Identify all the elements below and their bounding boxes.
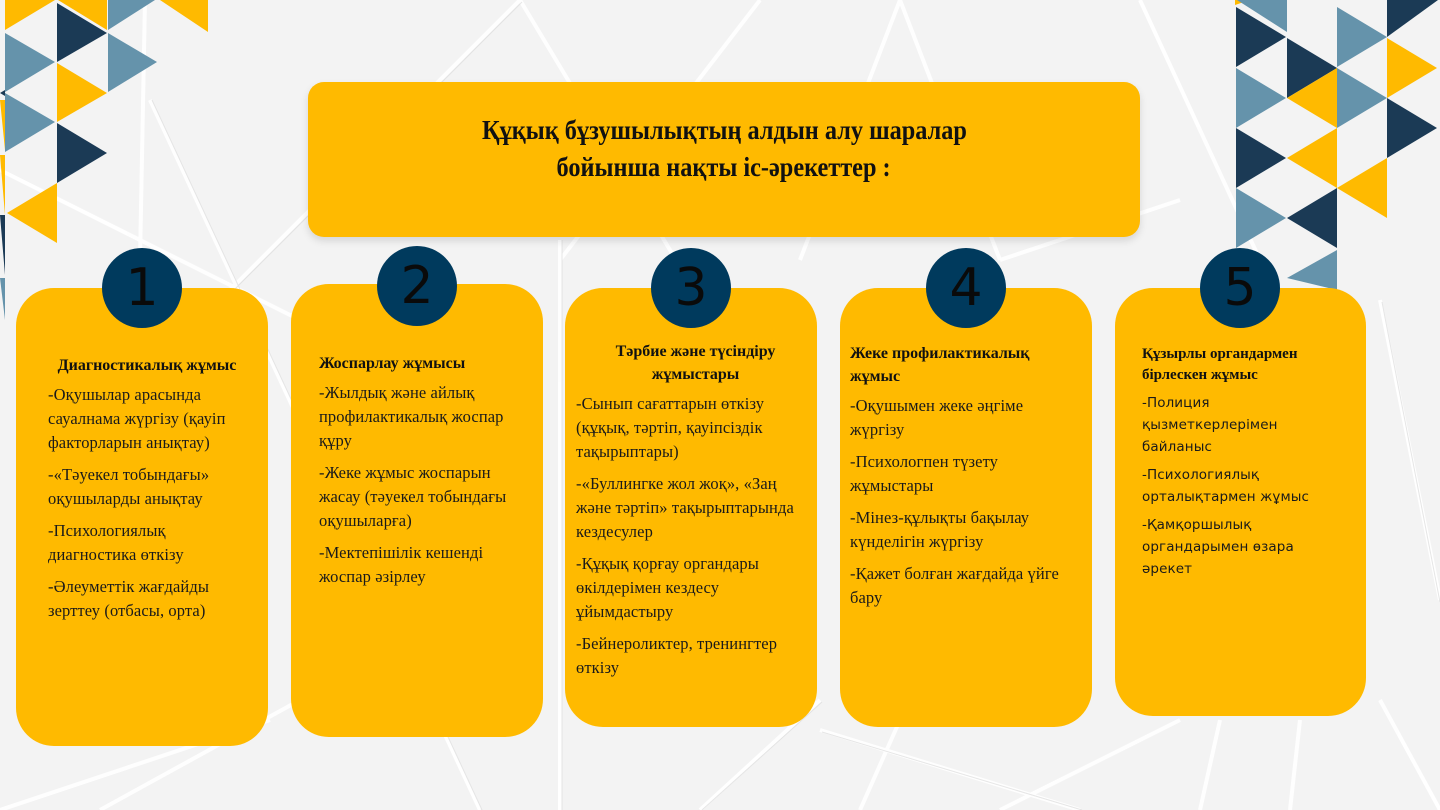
step-card-education (565, 288, 817, 727)
title-line-2: бойынша нақты іс-әрекеттер : (556, 151, 892, 182)
step-number-2: 2 (377, 246, 457, 326)
step-number-3: 3 (651, 248, 731, 328)
step-number-4: 4 (926, 248, 1006, 328)
card-item: -Қамқоршылық органдарымен өзара әрекет (1142, 517, 1294, 577)
card-heading: Диагностикалық жұмыс (57, 357, 237, 374)
card-heading: Жоспарлау жұмысы (319, 355, 466, 372)
step-card-diagnostic (16, 288, 268, 746)
card-heading: Жеке профилактикалық жұмыс (850, 345, 1030, 385)
step-card-planning (291, 284, 543, 737)
card-item: -Жылдық және айлық профилактикалық жоспар құру (319, 383, 504, 450)
step-number-5: 5 (1200, 248, 1280, 328)
card-item: -Оқушылар арасында сауалнама жүргізу (қауіп факторларын анықтау) (48, 385, 226, 452)
card-heading: Тәрбие және түсіндіру жұмыстары (615, 343, 776, 383)
step-card-individual (840, 288, 1092, 727)
step-card-cooperation (1115, 288, 1366, 716)
card-item: -Әлеуметтік жағдайды зерттеу (отбасы, орта) (48, 577, 210, 620)
step-number-1: 1 (102, 248, 182, 328)
card-item: -Психологиялық орталықтармен жұмыс (1142, 467, 1310, 505)
card-heading: Құзырлы органдармен бірлескен жұмыс (1142, 346, 1298, 383)
title-line-1: Құқық бұзушылықтың алдын алу шаралар (481, 114, 967, 145)
card-item: -Психологиялық диагностика өткізу (48, 521, 184, 564)
card-item: -«Тәуекел тобындағы» оқушыларды анықтау (48, 465, 210, 508)
card-item: -Мектепішілік кешенді жоспар әзірлеу (319, 543, 484, 586)
card-item: -Оқушымен жеке әңгіме жүргізу (850, 396, 1024, 439)
card-item: -Қажет болған жағдайда үйге бару (850, 564, 1059, 607)
card-item: -«Буллингке жол жоқ», «Заң және тәртіп» тақырыптарында кездесулер (576, 474, 794, 541)
card-item: -Жеке жұмыс жоспарын жасау (тәуекел тобындағы оқушыларға) (319, 463, 507, 530)
card-item: -Мінез-құлықты бақылау күнделігін жүргізу (850, 508, 1030, 551)
card-item: -Полиция қызметкерлерімен байланыс (1142, 395, 1278, 455)
card-item: -Құқық қорғау органдары өкілдерімен кездесу ұйымдастыру (576, 554, 759, 621)
card-item: -Сынып сағаттарын өткізу (құқық, тәртіп, қауіпсіздік тақырыптары) (576, 394, 765, 461)
card-item: -Психологпен түзету жұмыстары (850, 452, 999, 495)
title-banner (308, 82, 1140, 237)
card-item: -Бейнероликтер, тренингтер өткізу (576, 634, 778, 677)
